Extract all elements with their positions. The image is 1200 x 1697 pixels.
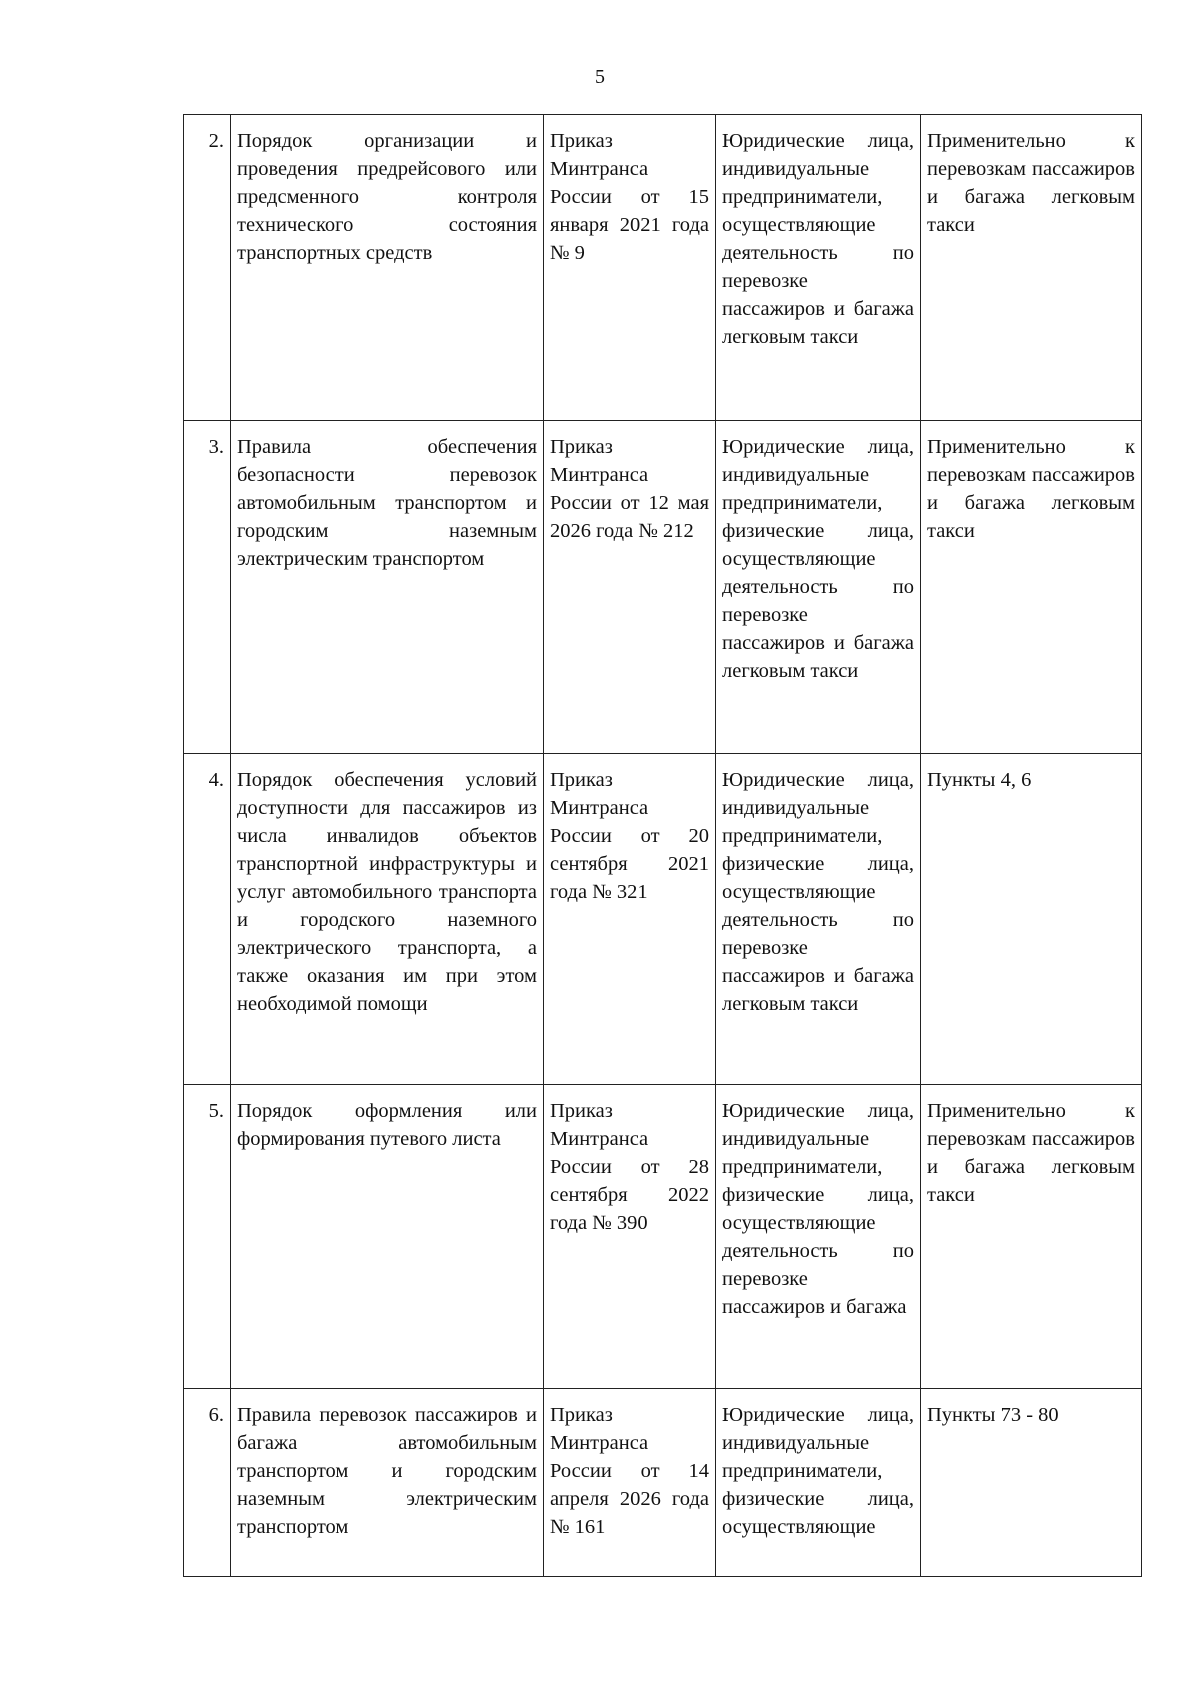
table-row (184, 421, 1142, 754)
legal-act: Приказ Минтранса России от 14 апреля 2026 года № 161 (544, 1389, 716, 1577)
requirement-name: Порядок оформления или формирования путевого листа (231, 1085, 544, 1389)
requirement-name: Порядок организации и проведения предрейсового или предсменного контроля технического состояния транспортных средств (231, 115, 544, 421)
requirement-name: Порядок обеспечения условий доступности для пассажиров из числа инвалидов объектов транспортной инфраструктуры и услуг автомобильного транспорта и городского наземного электрического транспорта, а также оказания им при этом необходимой помощи (231, 754, 544, 1085)
legal-act: Приказ Минтранса России от 28 сентября 2022 года № 390 (544, 1085, 716, 1389)
scope: Применительно к перевозкам пассажиров и багажа легковым такси (921, 421, 1142, 754)
table-row (184, 754, 1142, 1085)
requirement-name: Правила обеспечения безопасности перевозок автомобильным транспортом и городским наземным электрическим транспортом (231, 421, 544, 754)
subjects: Юридические лица, индивидуальные предприниматели, физические лица, осуществляющие деятельность по перевозке пассажиров и багажа (716, 1085, 921, 1389)
legal-act: Приказ Минтранса России от 15 января 2021 года № 9 (544, 115, 716, 421)
table-row (184, 1389, 1142, 1577)
row-number: 3. (184, 421, 231, 754)
scope: Пункты 73 - 80 (921, 1389, 1142, 1577)
requirement-name: Правила перевозок пассажиров и багажа автомобильным транспортом и городским наземным электрическим транспортом (231, 1389, 544, 1577)
table-row (184, 1085, 1142, 1389)
row-number: 4. (184, 754, 231, 1085)
subjects: Юридические лица, индивидуальные предприниматели, осуществляющие деятельность по перевозке пассажиров и багажа легковым такси (716, 115, 921, 421)
scope: Применительно к перевозкам пассажиров и багажа легковым такси (921, 1085, 1142, 1389)
regulations-table (183, 114, 1142, 1577)
row-number: 5. (184, 1085, 231, 1389)
subjects: Юридические лица, индивидуальные предприниматели, физические лица, осуществляющие деятельность по перевозке пассажиров и багажа легковым такси (716, 754, 921, 1085)
subjects: Юридические лица, индивидуальные предприниматели, физические лица, осуществляющие деятельность по перевозке пассажиров и багажа легковым такси (716, 421, 921, 754)
scope: Применительно к перевозкам пассажиров и багажа легковым такси (921, 115, 1142, 421)
table-row (184, 115, 1142, 421)
legal-act: Приказ Минтранса России от 20 сентября 2021 года № 321 (544, 754, 716, 1085)
subjects: Юридические лица, индивидуальные предприниматели, физические лица, осуществляющие (716, 1389, 921, 1577)
page-number: 5 (595, 66, 605, 88)
row-number: 6. (184, 1389, 231, 1577)
row-number: 2. (184, 115, 231, 421)
scope: Пункты 4, 6 (921, 754, 1142, 1085)
legal-act: Приказ Минтранса России от 12 мая 2026 года № 212 (544, 421, 716, 754)
